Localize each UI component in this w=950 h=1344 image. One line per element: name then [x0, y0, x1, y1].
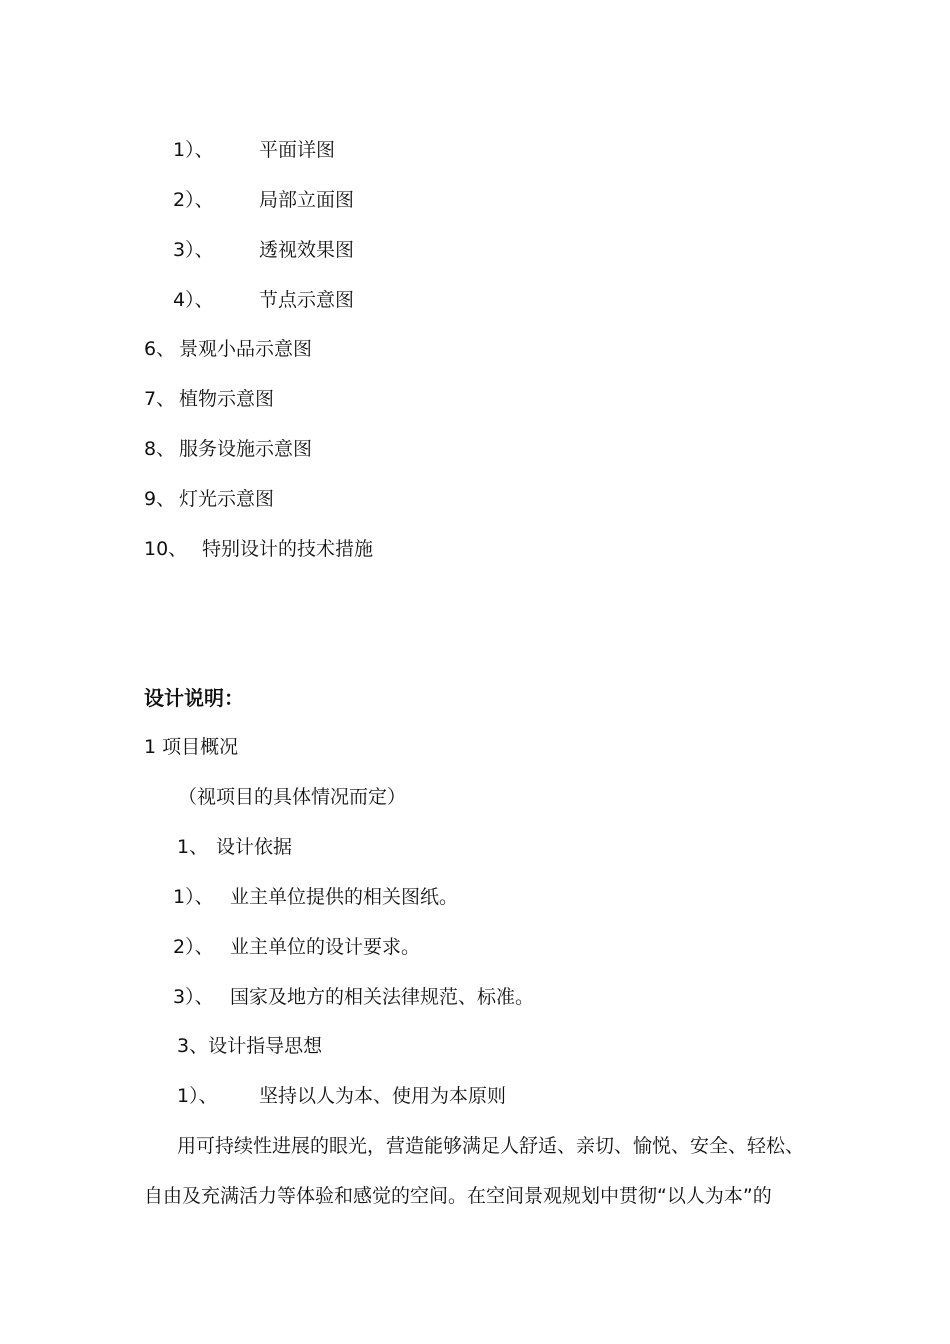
list-item: [173, 934, 420, 960]
list-item: [173, 237, 354, 263]
list-item: [144, 336, 312, 362]
overview-title: 1 项目概况: [144, 736, 239, 758]
list-number: 1、: [177, 836, 209, 858]
list-item: [144, 486, 274, 512]
list-text: 平面详图: [259, 139, 336, 161]
paragraph-line: 用可持续性进展的眼光，营造能够满足人舒适、亲切、愉悦、安全、轻松、: [177, 1135, 805, 1157]
list-text: 坚持以人为本、使用为本原则: [259, 1085, 507, 1107]
list-number: 1）、: [177, 1085, 218, 1107]
list-text: 植物示意图: [179, 388, 275, 410]
list-text: 设计依据: [216, 836, 293, 858]
list-number: 1）、: [173, 139, 214, 161]
list-item: [144, 386, 274, 412]
list-number: 1）、: [173, 886, 214, 908]
list-text: 节点示意图: [259, 289, 355, 311]
list-text: 灯光示意图: [179, 488, 275, 510]
list-item: [173, 137, 335, 163]
list-item: [173, 884, 458, 910]
list-text: 特别设计的技术措施: [202, 538, 374, 560]
list-number: 7、: [144, 388, 176, 410]
list-number: 3）、: [173, 239, 214, 261]
list-text: 服务设施示意图: [179, 438, 313, 460]
basis-title: [177, 834, 292, 860]
list-number: 8、: [144, 438, 176, 460]
guide-title: 3、设计指导思想: [177, 1035, 323, 1057]
list-text: 局部立面图: [259, 189, 355, 211]
list-number: 4）、: [173, 289, 214, 311]
paragraph-line: 自由及充满活力等体验和感觉的空间。在空间景观规划中贯彻“以人为本”的: [144, 1185, 772, 1207]
list-text: 国家及地方的相关法律规范、标准。: [230, 986, 535, 1008]
list-text: 透视效果图: [259, 239, 355, 261]
list-item: [173, 187, 354, 213]
list-item: [177, 1083, 506, 1109]
list-number: 10、: [144, 538, 188, 560]
overview-note: （视项目的具体情况而定）: [178, 786, 407, 808]
list-item: [173, 287, 354, 313]
list-number: 2）、: [173, 189, 214, 211]
list-number: 3）、: [173, 986, 214, 1008]
list-text: 业主单位提供的相关图纸。: [230, 886, 459, 908]
list-text: 业主单位的设计要求。: [230, 936, 421, 958]
list-number: 9、: [144, 488, 176, 510]
list-item: [144, 436, 312, 462]
list-number: 2）、: [173, 936, 214, 958]
section-title: 设计说明：: [144, 686, 244, 710]
list-number: 6、: [144, 338, 176, 360]
list-text: 景观小品示意图: [179, 338, 313, 360]
list-item: [144, 536, 373, 562]
list-item: [173, 984, 534, 1010]
